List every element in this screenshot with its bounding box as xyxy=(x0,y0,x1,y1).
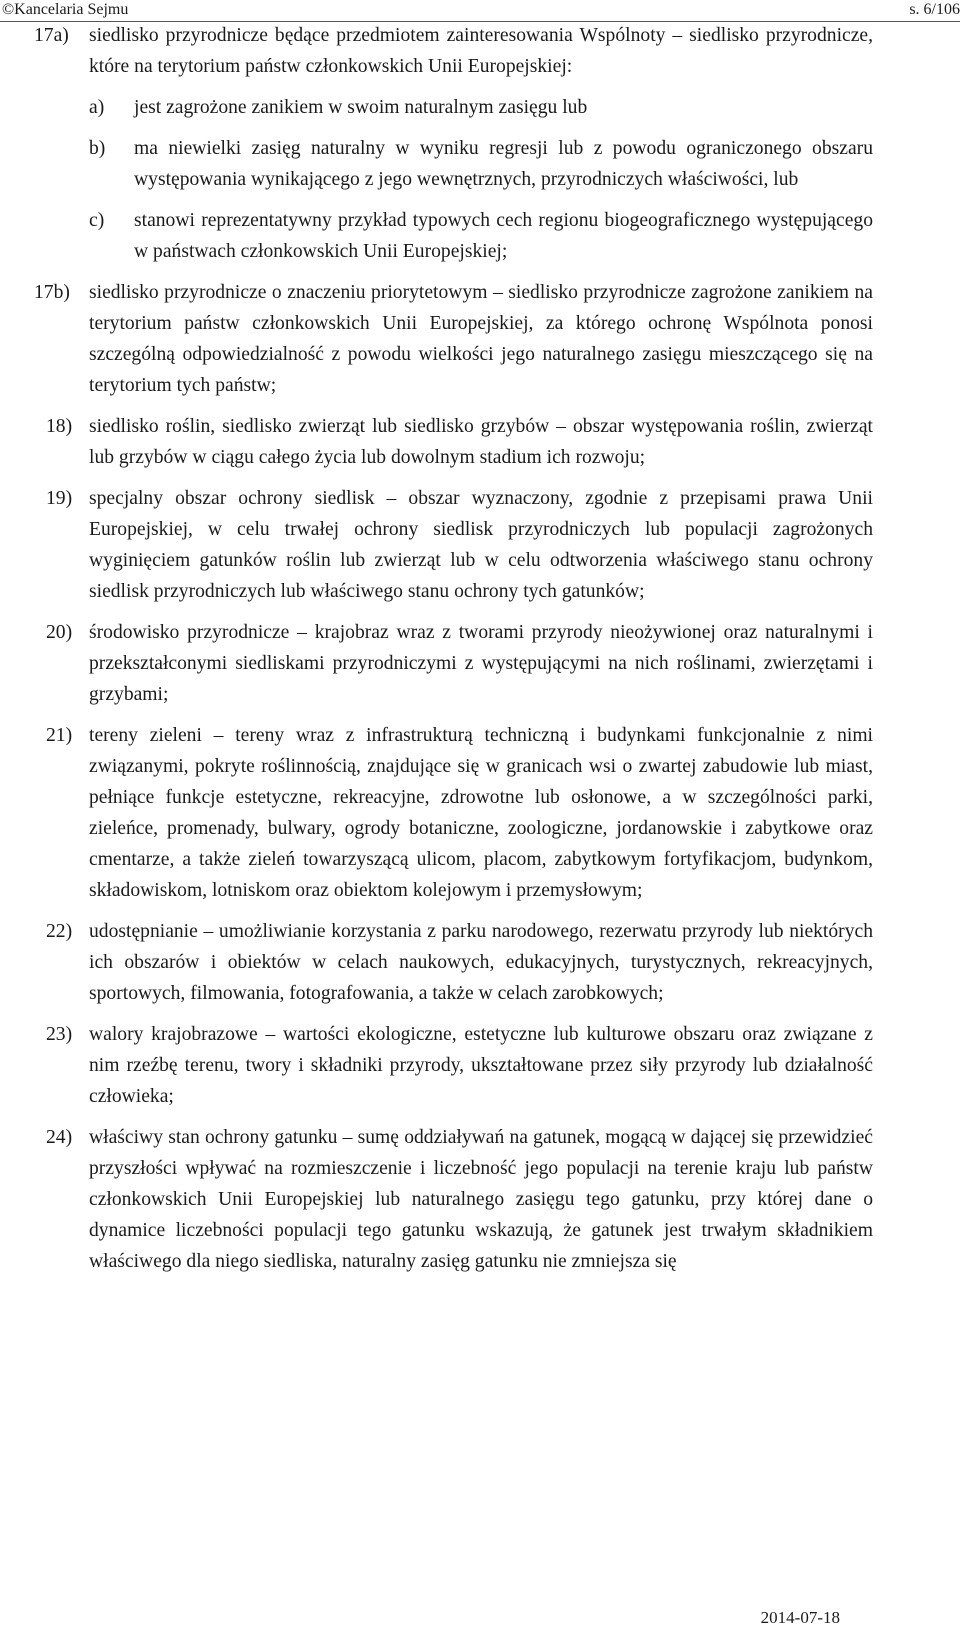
item-number: 17a) xyxy=(34,25,69,46)
item-number: 20) xyxy=(46,622,73,643)
item-text: specjalny obszar ochrony siedlisk – obszar wyznaczony, zgodnie z przepisami prawa Unii Europejskiej, w celu trwałej ochrony siedlisk przyrodniczych lub populacji zagrożonych wyginięciem gatunków roślin lub zwierząt lub w celu odtworzenia właściwego stanu ochrony siedlisk przyrodniczych lub właściwego stanu ochrony tych gatunków; xyxy=(89,488,873,602)
item-text: tereny zieleni – tereny wraz z infrastrukturą techniczną i budynkami funkcjonalnie z nimi związanymi, pokryte roślinnością, znajdujące się w granicach wsi o zwartej zabudowie lub miast, pełniące funkcje estetyczne, rekreacyjne, zdrowotne lub osłonowe, a w szczególności parki, zieleńce, promenady, bulwary, ogrody botaniczne, zoologiczne, jordanowskie i zabytkowe oraz cmentarze, a także zieleń towarzyszącą ulicom, placom, zabytkowym fortyfikacjom, budynkom, składowiskom, lotniskom oraz obiektom kolejowym i przemysłowym; xyxy=(89,725,873,901)
subitem-text: ma niewielki zasięg naturalny w wyniku regresji lub z powodu ograniczonego obszaru występowania wynikającego z jego wewnętrznych, przyrodniczych właściwości, lub xyxy=(134,138,873,190)
header-page-number: s. 6/106 xyxy=(909,1,960,18)
item-text: siedlisko przyrodnicze o znaczeniu priorytetowym – siedlisko przyrodnicze zagrożone zanikiem na terytorium państw członkowskich Unii Europejskiej, za którego ochronę Wspólnota ponosi szczególną odpowiedzialność z powodu wielkości jego naturalnego zasięgu mieszczącego się na terytorium tych państw; xyxy=(89,282,873,396)
item-text: walory krajobrazowe – wartości ekologiczne, estetyczne lub kulturowe obszaru oraz związane z nim rzeźbę terenu, twory i składniki przyrody, ukształtowane przez siły przyrody lub działalność człowieka; xyxy=(89,1024,873,1107)
item-text: udostępnianie – umożliwianie korzystania z parku narodowego, rezerwatu przyrody lub niektórych ich obszarów i obiektów w celach naukowych, edukacyjnych, turystycznych, rekreacyjnych, sportowych, filmowania, fotografowania, a także w celach zarobkowych; xyxy=(89,921,873,1004)
subitem-text: jest zagrożone zanikiem w swoim naturalnym zasięgu lub xyxy=(134,97,588,118)
definition-item xyxy=(0,277,960,401)
subitem-letter: a) xyxy=(89,97,105,118)
definition-item xyxy=(0,1019,960,1112)
definition-subitem xyxy=(0,133,960,195)
definition-item xyxy=(0,483,960,607)
subitem-letter: b) xyxy=(89,138,106,159)
definition-item xyxy=(0,916,960,1009)
header-copyright: ©Kancelaria Sejmu xyxy=(2,1,129,18)
footer-date: 2014-07-18 xyxy=(760,1608,840,1627)
subitem-letter: c) xyxy=(89,210,105,231)
item-number: 24) xyxy=(46,1127,73,1148)
definition-item xyxy=(0,411,960,473)
item-number: 23) xyxy=(46,1024,73,1045)
definition-subitem xyxy=(0,92,960,123)
item-number: 21) xyxy=(46,725,73,746)
document-body xyxy=(0,20,960,1287)
definition-item xyxy=(0,1122,960,1277)
item-text: siedlisko przyrodnicze będące przedmiotem zainteresowania Wspólnoty – siedlisko przyrodnicze, które na terytorium państw członkowskich Unii Europejskiej: xyxy=(89,25,873,77)
item-number: 17b) xyxy=(34,282,70,303)
item-text: właściwy stan ochrony gatunku – sumę oddziaływań na gatunek, mogącą w dającej się przewidzieć przyszłości wpływać na rozmieszczenie i liczebność jego populacji na terenie kraju lub państw członkowskich Unii Europejskiej lub naturalnego zasięgu tego gatunku, przy której dane o dynamice liczebności populacji tego gatunku wskazują, że gatunek jest trwałym składnikiem właściwego dla niego siedliska, naturalny zasięg gatunku nie zmniejsza się xyxy=(89,1127,873,1272)
item-text: środowisko przyrodnicze – krajobraz wraz z tworami przyrody nieożywionej oraz naturalnymi i przekształconymi siedliskami przyrodniczymi z występującymi na nich roślinami, zwierzętami i grzybami; xyxy=(89,622,873,705)
item-number: 19) xyxy=(46,488,73,509)
item-text: siedlisko roślin, siedlisko zwierząt lub siedlisko grzybów – obszar występowania roślin, zwierząt lub grzybów w ciągu całego życia lub dowolnym stadium ich rozwoju; xyxy=(89,416,873,468)
definition-item xyxy=(0,20,960,82)
item-number: 18) xyxy=(46,416,73,437)
definition-item xyxy=(0,617,960,710)
item-number: 22) xyxy=(46,921,73,942)
subitem-text: stanowi reprezentatywny przykład typowych cech regionu biogeograficznego występującego w państwach członkowskich Unii Europejskiej; xyxy=(134,210,873,262)
definition-subitem xyxy=(0,205,960,267)
definition-item xyxy=(0,720,960,906)
